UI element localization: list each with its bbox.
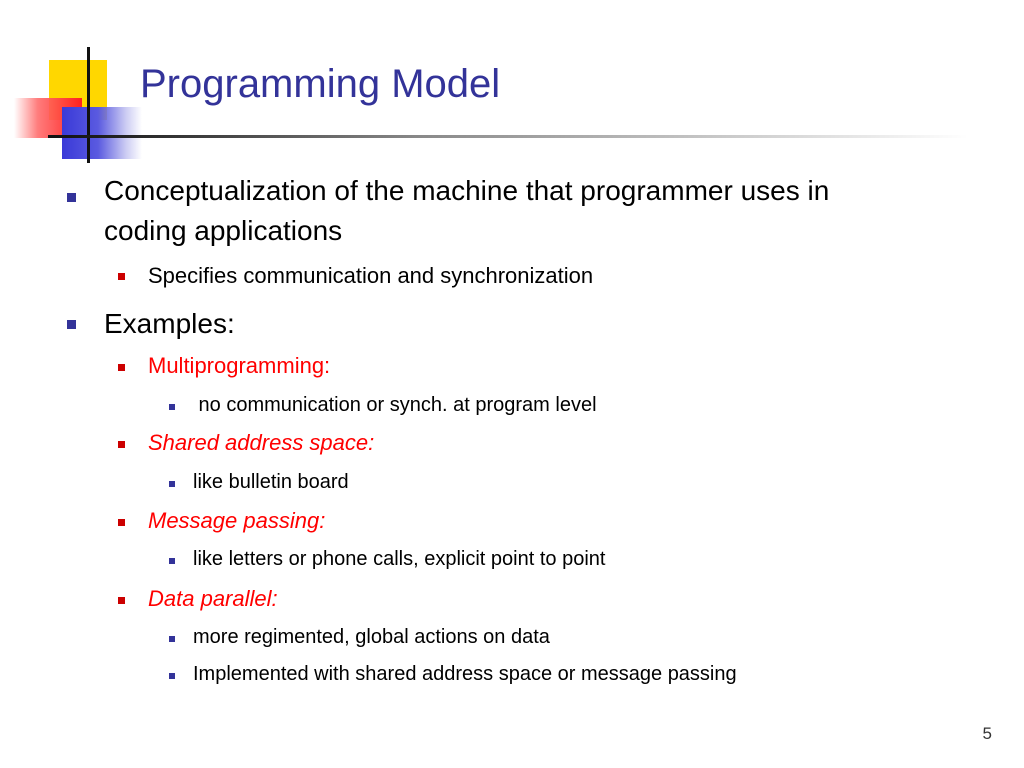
bullet-level1-text xyxy=(104,171,829,251)
example-detail: no communication or synch. at program level xyxy=(193,394,597,416)
bullet-square-icon xyxy=(169,636,175,642)
example-detail: Implemented with shared address space or message passing xyxy=(193,663,737,685)
bullet-square-icon xyxy=(118,273,125,280)
example-detail: like letters or phone calls, explicit point to point xyxy=(193,548,606,570)
bullet-square-icon xyxy=(169,558,175,564)
bullet-text-line: Conceptualization of the machine that programmer uses in xyxy=(104,175,830,206)
example-label: Data parallel: xyxy=(148,586,278,611)
bullet-square-icon xyxy=(118,441,125,448)
bullet-square-icon xyxy=(118,519,125,526)
example-label: Shared address space: xyxy=(148,430,375,455)
bullet-level2-text: Specifies communication and synchronization xyxy=(148,263,594,288)
page-number: 5 xyxy=(982,724,992,743)
example-detail: more regimented, global actions on data xyxy=(193,626,550,648)
bullet-text-line: coding applications xyxy=(104,215,343,246)
bullet-square-icon xyxy=(67,193,76,202)
slide-title: Programming Model xyxy=(140,62,501,106)
bullet-square-icon xyxy=(67,320,76,329)
example-label: Multiprogramming: xyxy=(148,353,331,378)
bullet-square-icon xyxy=(118,364,125,371)
bullet-square-icon xyxy=(169,404,175,410)
bullet-square-icon xyxy=(169,481,175,487)
example-label: Message passing: xyxy=(148,508,326,533)
bullet-level1-text: Examples: xyxy=(104,308,235,339)
bullet-square-icon xyxy=(118,597,125,604)
bullet-square-icon xyxy=(169,673,175,679)
example-detail: like bulletin board xyxy=(193,471,349,493)
